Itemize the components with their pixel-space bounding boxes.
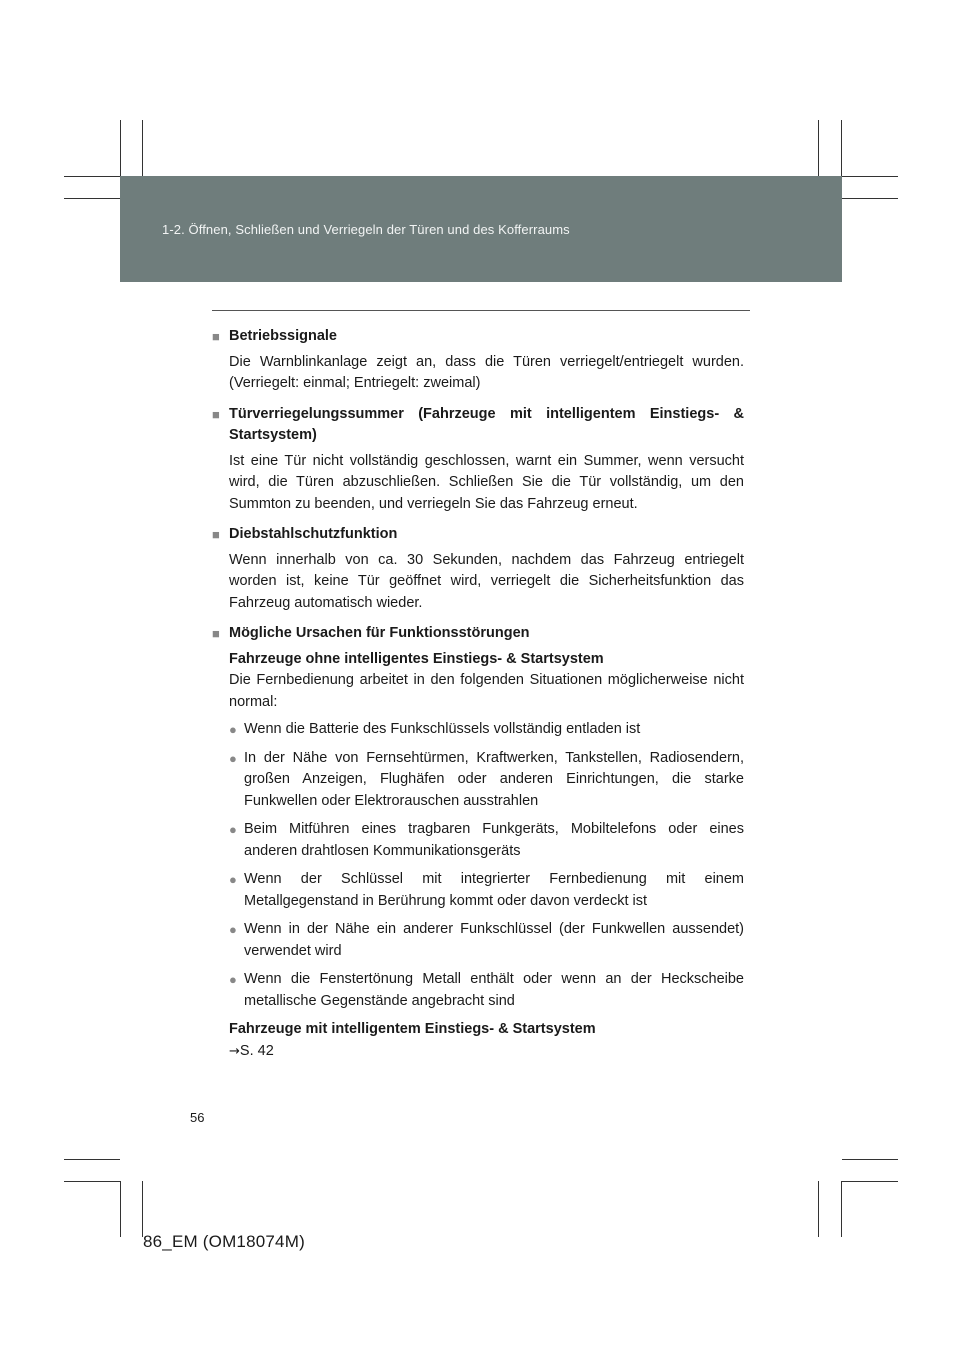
list-item: [229, 919, 744, 962]
square-bullet-icon: ■: [212, 329, 220, 344]
crop-mark: [64, 176, 120, 177]
subheading: Fahrzeuge ohne intelligentes Einstiegs- & Startsystem: [229, 650, 604, 667]
crop-mark: [818, 120, 819, 176]
round-bullet-icon: ●: [229, 922, 237, 937]
round-bullet-icon: ●: [229, 722, 237, 737]
list-item: [229, 719, 744, 741]
crop-mark: [64, 1159, 120, 1160]
section-heading: [212, 326, 744, 348]
section-diebstahlschutzfunktion: [212, 524, 744, 614]
page-reference-text[interactable]: S. 42: [239, 1042, 274, 1059]
crop-mark: [64, 198, 120, 199]
crop-mark: [842, 176, 898, 177]
crop-mark: [142, 120, 143, 176]
crop-mark: [818, 1181, 819, 1237]
section-tuerverriegelungssummer: [212, 404, 744, 516]
square-bullet-icon: ■: [212, 626, 220, 641]
round-bullet-icon: ●: [229, 872, 237, 887]
list-item: [229, 869, 744, 912]
page-number: 56: [190, 1110, 205, 1125]
subheading: Fahrzeuge mit intelligentem Einstiegs- & Startsystem: [229, 1021, 596, 1037]
section-title: Mögliche Ursachen für Funktionsstörungen: [229, 625, 530, 641]
square-bullet-icon: ■: [212, 527, 220, 542]
list-item-text: Wenn der Schlüssel mit integrierter Fernbedienung mit einem Metallgegenstand in Berührung kommt oder davon verdeckt ist: [244, 871, 744, 909]
arrow-right-icon: →: [229, 1043, 240, 1059]
crop-mark: [142, 1181, 143, 1237]
section-title: Türverriegelungssummer (Fahrzeuge mit intelligentem Einstiegs- & Startsystem): [229, 405, 744, 443]
list-item: [229, 969, 744, 1012]
crop-mark: [841, 120, 842, 176]
list-item-text: In der Nähe von Fernsehtürmen, Kraftwerken, Tankstellen, Radiosendern, großen Anzeigen, Flughäfen oder anderen Einrichtungen, die starke Funkwellen oder Elektrorauschen ausstrahlen: [244, 749, 744, 809]
crop-mark: [64, 1181, 120, 1182]
list-item-text: Beim Mitführen eines tragbaren Funkgeräts, Mobiltelefons oder eines anderen drahtlosen Kommunikationsgeräts: [244, 821, 744, 859]
section-heading: [212, 623, 744, 645]
list-item-text: Wenn die Batterie des Funkschlüssels vollständig entladen ist: [244, 721, 641, 737]
round-bullet-icon: ●: [229, 750, 237, 766]
page-content: [212, 326, 744, 1071]
round-bullet-icon: ●: [229, 972, 237, 987]
section-funktionsstoerungen: [212, 623, 744, 1062]
section-body: Ist eine Tür nicht vollständig geschlossen, warnt ein Summer, wenn versucht wird, die Türen abzuschließen. Schließen Sie die Tür vollständig, um den Summton zu beenden, und verriegeln Sie das Fahrzeug erneut.: [229, 452, 744, 512]
section-body: Die Warnblinkanlage zeigt an, dass die Türen verriegelt/entriegelt wurden. (Verriegelt: einmal; Entriegelt: zweimal): [229, 353, 744, 391]
crop-mark: [842, 1159, 898, 1160]
cause-list: [212, 719, 744, 1012]
round-bullet-icon: ●: [229, 822, 237, 837]
square-bullet-icon: ■: [212, 406, 220, 422]
page-reference: [212, 1041, 744, 1063]
crop-mark: [842, 1181, 898, 1182]
list-item: [229, 748, 744, 813]
section-title: Diebstahlschutzfunktion: [229, 526, 398, 542]
list-item: [229, 819, 744, 862]
list-item-text: Wenn die Fenstertönung Metall enthält oder wenn an der Heckscheibe metallische Gegenstände angebracht sind: [244, 971, 744, 1009]
section-body: Wenn innerhalb von ca. 30 Sekunden, nachdem das Fahrzeug entriegelt worden ist, keine Tür geöffnet wird, verriegelt die Sicherheitsfunktion das Fahrzeug automatisch wieder.: [229, 551, 744, 611]
document-code: 86_EM (OM18074M): [143, 1232, 305, 1251]
list-item-text: Wenn in der Nähe ein anderer Funkschlüssel (der Funkwellen aussendet) verwendet wird: [244, 921, 744, 959]
crop-mark: [120, 120, 121, 176]
chapter-header: [120, 176, 842, 282]
section-body: Die Fernbedienung arbeitet in den folgenden Situationen möglicherweise nicht normal:: [229, 672, 744, 710]
crop-mark: [120, 1181, 121, 1237]
section-heading: [212, 524, 744, 546]
section-title: Betriebssignale: [229, 328, 337, 344]
section-heading: [212, 404, 744, 447]
section-divider: [212, 310, 750, 311]
section-betriebssignale: [212, 326, 744, 395]
chapter-breadcrumb: 1-2. Öffnen, Schließen und Verriegeln der Türen und des Kofferraums: [162, 222, 570, 237]
crop-mark: [842, 198, 898, 199]
crop-mark: [841, 1181, 842, 1237]
